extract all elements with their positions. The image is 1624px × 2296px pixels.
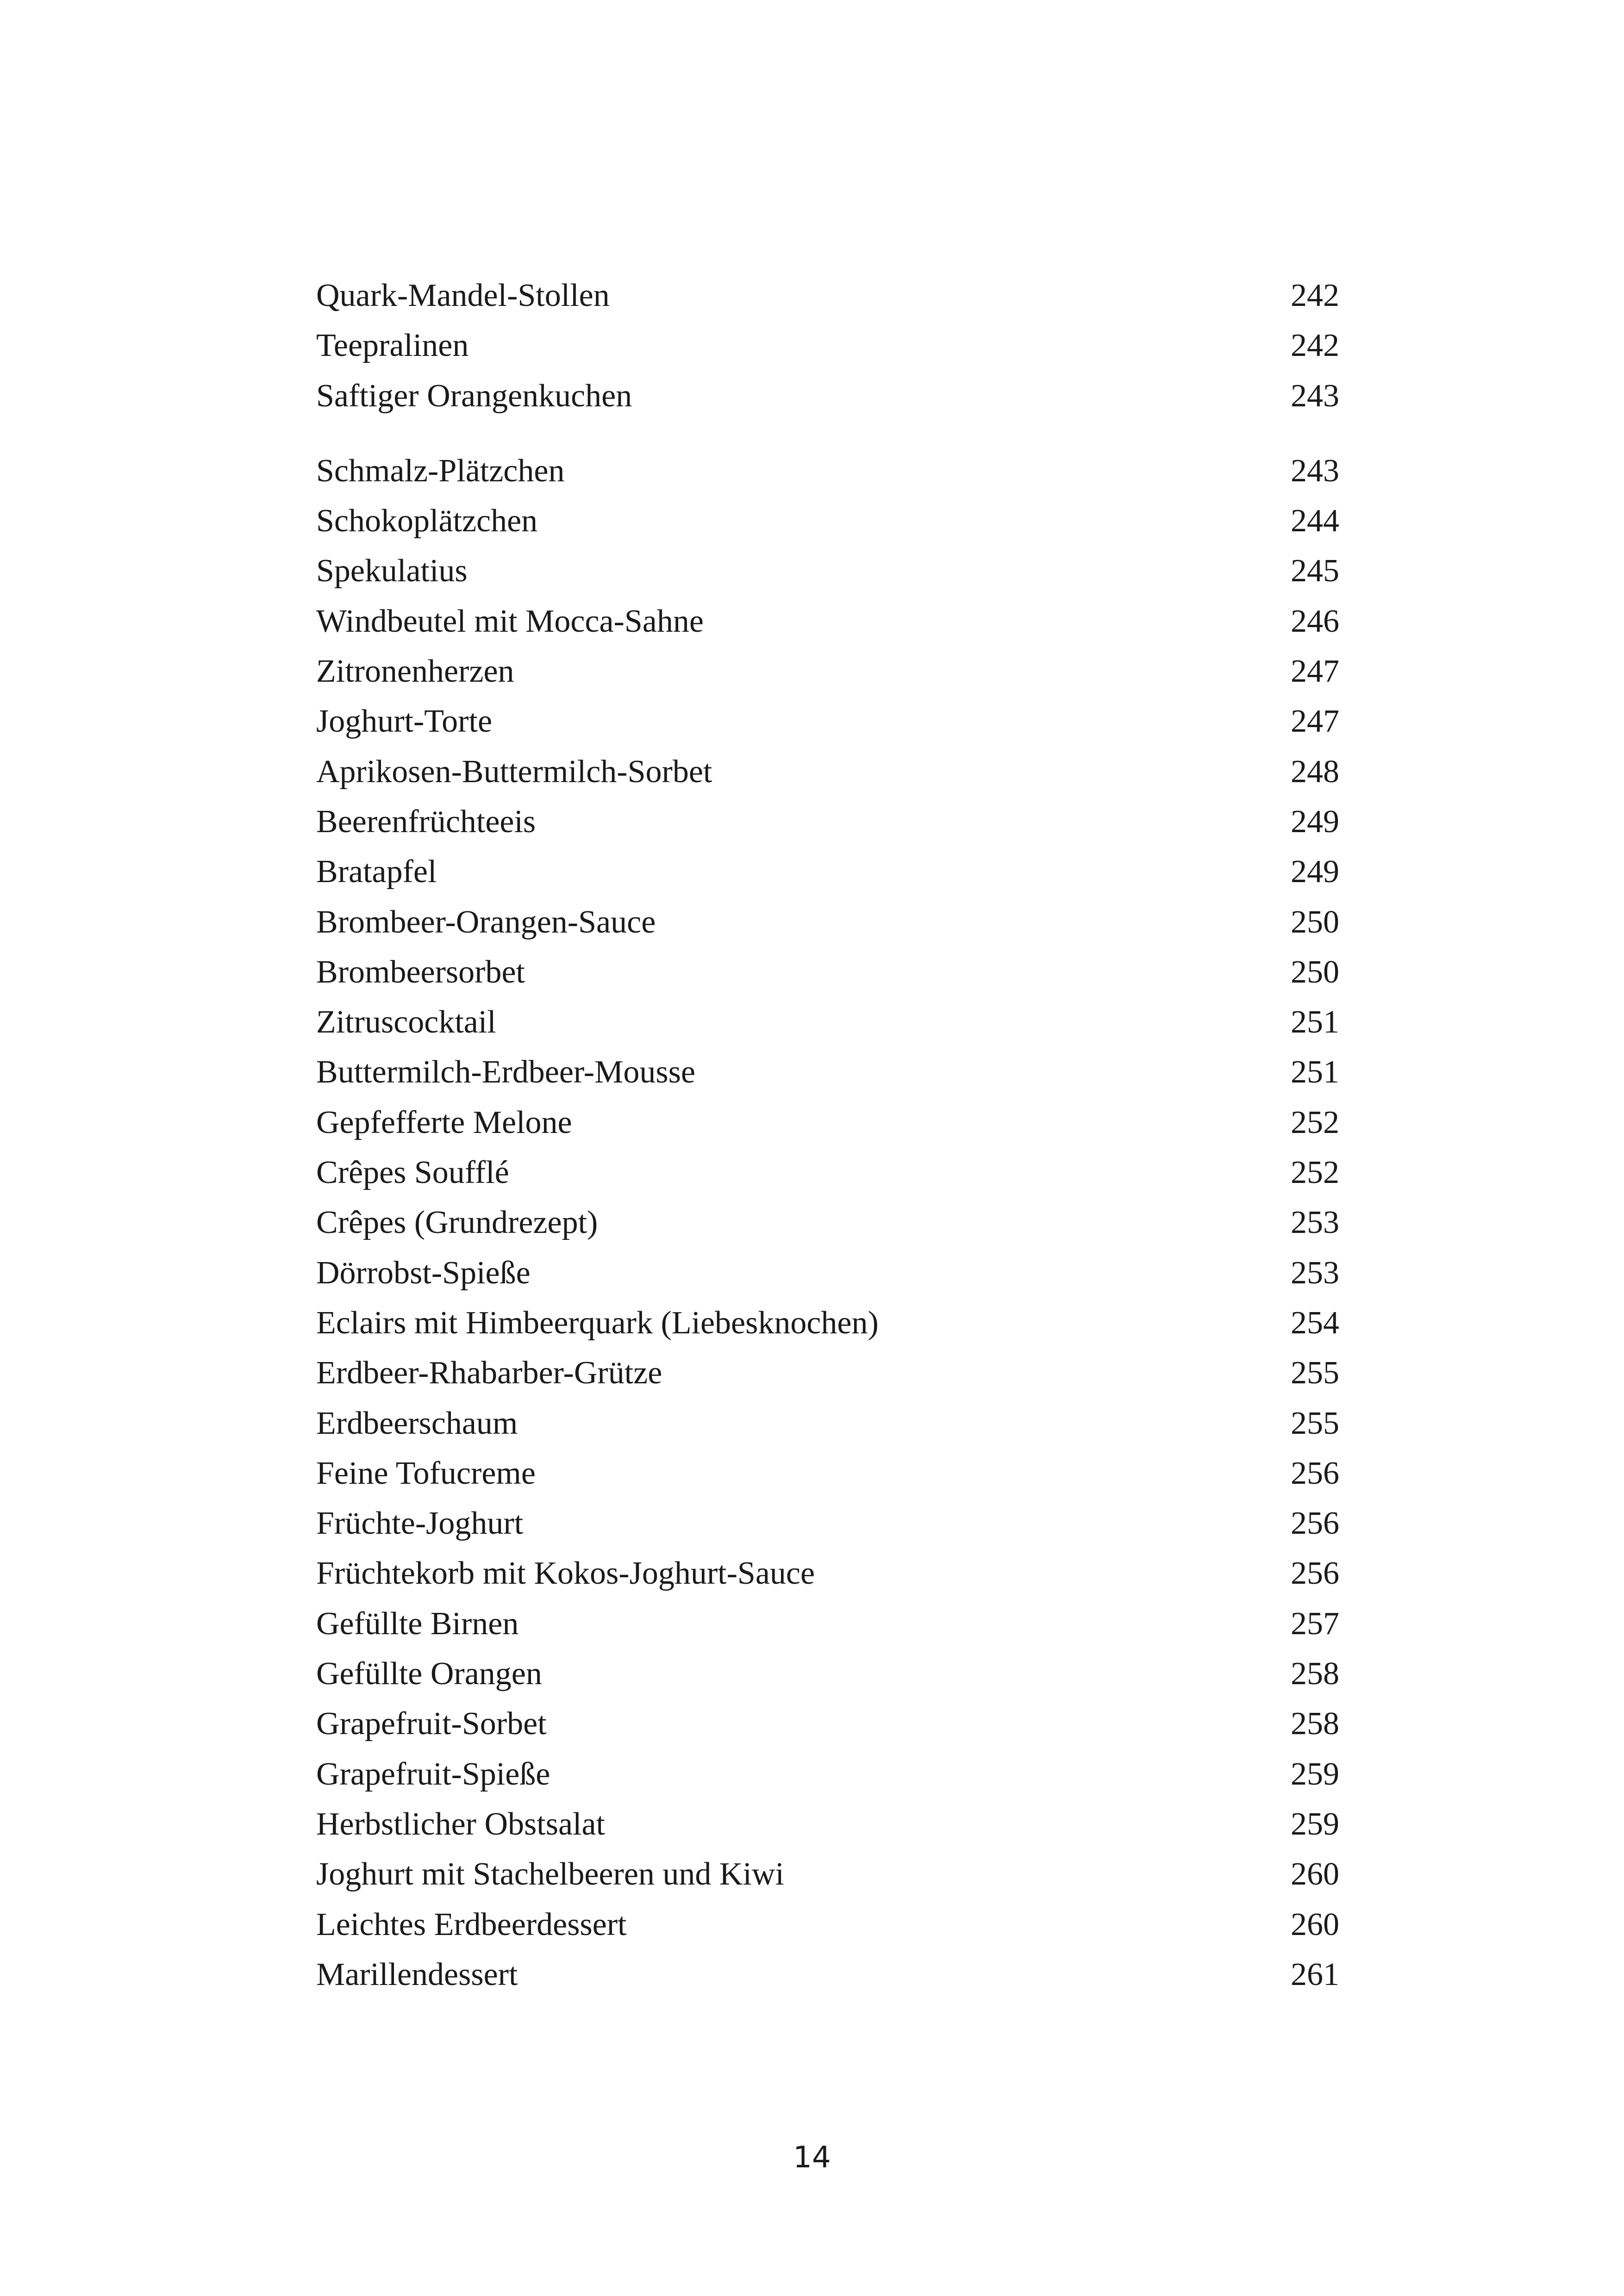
toc-entry-page: 256 — [1291, 1506, 1339, 1542]
toc-entry-page: 252 — [1291, 1155, 1339, 1191]
toc-entry-page: 244 — [1291, 503, 1339, 539]
toc-entry-title: Früchte-Joghurt — [316, 1506, 524, 1542]
toc-entry — [316, 1799, 1339, 1849]
toc-entry-title: Quark-Mandel-Stollen — [316, 278, 610, 313]
toc-entry-title: Joghurt mit Stachelbeeren und Kiwi — [316, 1856, 784, 1892]
toc-entry — [316, 1749, 1339, 1799]
toc-entry — [316, 647, 1339, 697]
toc-entry-page: 243 — [1291, 378, 1339, 414]
toc-entry-page: 251 — [1291, 1054, 1339, 1090]
toc-entry — [316, 1298, 1339, 1348]
table-of-contents — [316, 271, 1339, 2000]
toc-entry-page: 257 — [1291, 1605, 1339, 1642]
toc-entry-title: Joghurt-Torte — [316, 703, 493, 740]
toc-entry-title: Zitruscocktail — [316, 1004, 496, 1040]
toc-entry-title: Saftiger Orangenkuchen — [316, 378, 632, 414]
toc-entry — [316, 321, 1339, 371]
toc-entry-title: Teepralinen — [316, 328, 469, 364]
toc-entry-page: 247 — [1291, 703, 1339, 740]
toc-entry — [316, 496, 1339, 546]
toc-entry-title: Brombeer-Orangen-Sauce — [316, 904, 656, 940]
toc-entry-title: Früchtekorb mit Kokos-Joghurt-Sauce — [316, 1556, 815, 1592]
toc-entry — [316, 1499, 1339, 1549]
toc-entry-title: Marillendessert — [316, 1956, 518, 1992]
toc-entry-title: Gefüllte Birnen — [316, 1605, 519, 1642]
toc-entry-title: Aprikosen-Buttermilch-Sorbet — [316, 753, 712, 790]
toc-entry — [316, 446, 1339, 496]
toc-entry — [316, 1950, 1339, 2000]
toc-entry — [316, 1248, 1339, 1298]
toc-entry-page: 242 — [1291, 328, 1339, 364]
toc-entry — [316, 1148, 1339, 1198]
toc-entry-page: 246 — [1291, 603, 1339, 639]
toc-entry — [316, 1449, 1339, 1499]
toc-entry-title: Herbstlicher Obstsalat — [316, 1806, 605, 1842]
toc-entry — [316, 947, 1339, 997]
toc-entry-title: Erdbeer-Rhabarber-Grütze — [316, 1355, 662, 1391]
toc-entry-title: Buttermilch-Erdbeer-Mousse — [316, 1054, 695, 1090]
toc-entry-title: Beerenfrüchteeis — [316, 803, 536, 840]
toc-entry — [316, 697, 1339, 747]
toc-entry-page: 253 — [1291, 1205, 1339, 1241]
toc-entry-title: Erdbeerschaum — [316, 1405, 518, 1441]
toc-entry-title: Crêpes (Grundrezept) — [316, 1205, 598, 1241]
toc-entry-title: Spekulatius — [316, 553, 468, 589]
toc-entry-title: Schmalz-Plätzchen — [316, 453, 565, 489]
toc-entry-title: Schokoplätzchen — [316, 503, 538, 539]
toc-entry-page: 247 — [1291, 653, 1339, 690]
toc-entry-title: Gepfefferte Melone — [316, 1104, 572, 1140]
toc-entry — [316, 1599, 1339, 1649]
toc-entry — [316, 1198, 1339, 1248]
toc-entry-page: 245 — [1291, 553, 1339, 589]
toc-entry-title: Leichtes Erdbeerdessert — [316, 1906, 627, 1942]
toc-entry-page: 250 — [1291, 904, 1339, 940]
toc-entry-title: Zitronenherzen — [316, 653, 514, 690]
toc-entry-title: Eclairs mit Himbeerquark (Liebesknochen) — [316, 1305, 879, 1341]
toc-entry — [316, 1699, 1339, 1749]
toc-entry-page: 253 — [1291, 1255, 1339, 1291]
toc-entry — [316, 1900, 1339, 1950]
toc-entry-page: 256 — [1291, 1455, 1339, 1491]
toc-entry — [316, 1849, 1339, 1899]
toc-entry-page: 251 — [1291, 1004, 1339, 1040]
toc-entry-page: 254 — [1291, 1305, 1339, 1341]
toc-entry — [316, 597, 1339, 647]
toc-entry-title: Dörrobst-Spieße — [316, 1255, 531, 1291]
toc-entry-page: 260 — [1291, 1906, 1339, 1942]
toc-entry-page: 248 — [1291, 753, 1339, 790]
toc-entry-title: Bratapfel — [316, 854, 437, 890]
toc-entry — [316, 546, 1339, 596]
toc-entry — [316, 997, 1339, 1047]
toc-entry-title: Crêpes Soufflé — [316, 1155, 509, 1191]
toc-entry — [316, 1549, 1339, 1599]
toc-entry-title: Gefüllte Orangen — [316, 1656, 542, 1692]
toc-entry-page: 243 — [1291, 453, 1339, 489]
toc-entry-title: Brombeersorbet — [316, 954, 525, 990]
toc-entry — [316, 747, 1339, 797]
toc-entry-page: 255 — [1291, 1355, 1339, 1391]
toc-entry — [316, 1649, 1339, 1699]
toc-entry — [316, 371, 1339, 421]
toc-entry-page: 258 — [1291, 1706, 1339, 1742]
toc-entry — [316, 1098, 1339, 1148]
toc-entry-title: Grapefruit-Spieße — [316, 1756, 550, 1792]
toc-entry — [316, 1348, 1339, 1398]
toc-entry — [316, 897, 1339, 947]
toc-entry-title: Windbeutel mit Mocca-Sahne — [316, 603, 704, 639]
toc-entry-page: 258 — [1291, 1656, 1339, 1692]
toc-entry-page: 259 — [1291, 1806, 1339, 1842]
toc-entry-page: 252 — [1291, 1104, 1339, 1140]
page-number: 14 — [793, 2140, 831, 2175]
toc-entry-page: 259 — [1291, 1756, 1339, 1792]
toc-entry-page: 249 — [1291, 803, 1339, 840]
toc-entry-page: 250 — [1291, 954, 1339, 990]
toc-entry-page: 255 — [1291, 1405, 1339, 1441]
toc-entry — [316, 271, 1339, 321]
toc-entry — [316, 847, 1339, 897]
toc-entry-page: 260 — [1291, 1856, 1339, 1892]
toc-entry-title: Feine Tofucreme — [316, 1455, 536, 1491]
toc-entry-page: 242 — [1291, 278, 1339, 313]
toc-entry — [316, 797, 1339, 847]
toc-entry-page: 261 — [1291, 1956, 1339, 1992]
toc-entry-title: Grapefruit-Sorbet — [316, 1706, 547, 1742]
toc-entry-page: 256 — [1291, 1556, 1339, 1592]
toc-entry — [316, 1047, 1339, 1097]
toc-entry-page: 249 — [1291, 854, 1339, 890]
toc-entry — [316, 1399, 1339, 1449]
